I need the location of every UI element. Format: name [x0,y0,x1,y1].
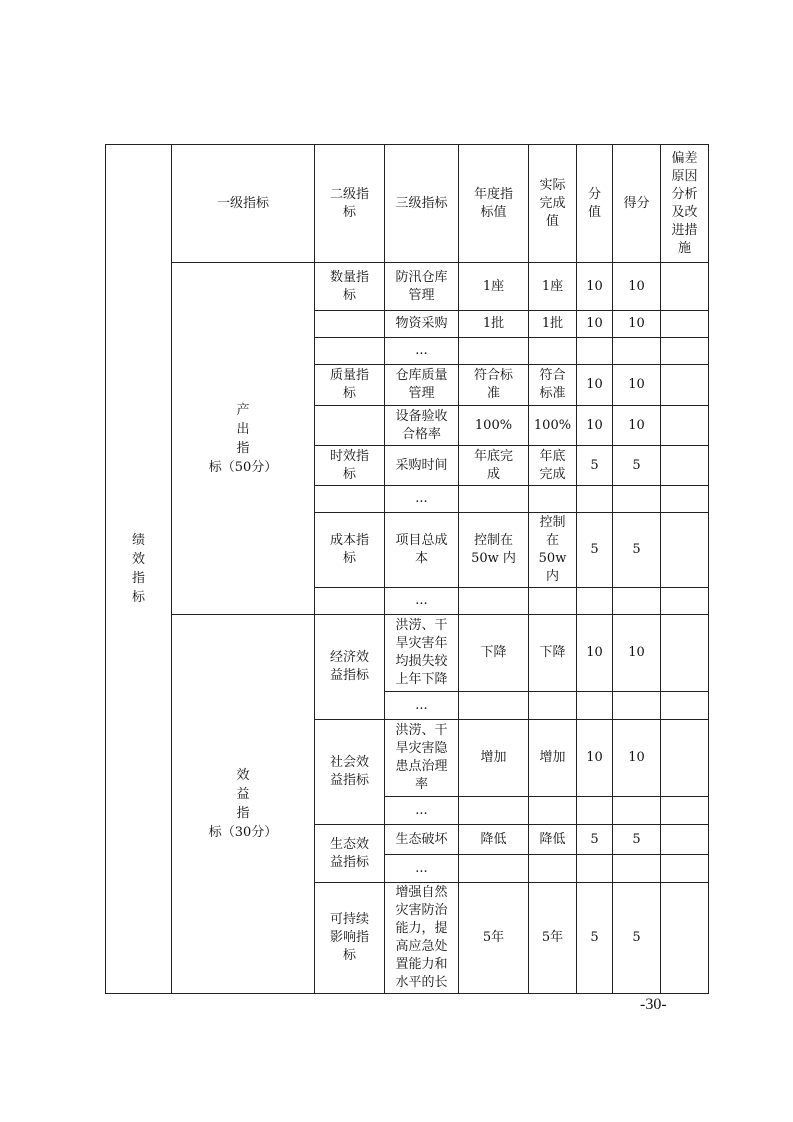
header-level3: 三级指标 [385,145,459,263]
got-score-cell: 10 [613,365,661,406]
header-deviation: 偏差 原因 分析 及改 进措 施 [661,145,709,263]
score-cell [577,588,613,615]
got-score-cell: 5 [613,825,661,855]
deviation-cell [661,406,709,446]
level3-cell: ... [385,588,459,615]
deviation-cell [661,825,709,855]
score-cell: 10 [577,720,613,797]
annual-target-cell: 100% [459,406,529,446]
level3-cell: 洪涝、干 旱灾害隐 患点治理 率 [385,720,459,797]
actual-value-cell: 降低 [529,825,577,855]
deviation-cell [661,365,709,406]
outer-label-cell: 绩 效 指 标 [106,145,172,994]
score-cell: 10 [577,365,613,406]
actual-value-cell: 5年 [529,883,577,994]
actual-value-cell [529,588,577,615]
score-cell [577,797,613,825]
score-cell: 10 [577,263,613,311]
annual-target-cell [459,797,529,825]
level2-cell: 质量指 标 [315,365,385,406]
score-cell: 5 [577,883,613,994]
performance-indicator-table [105,144,709,994]
got-score-cell [613,692,661,720]
annual-target-cell: 增加 [459,720,529,797]
deviation-cell [661,615,709,692]
page-number: -30- [640,996,667,1013]
annual-target-cell: 1批 [459,311,529,338]
header-level1: 一级指标 [172,145,315,263]
deviation-cell [661,588,709,615]
level2-cell [315,338,385,365]
deviation-cell [661,883,709,994]
actual-value-cell: 符合 标准 [529,365,577,406]
level2-cell: 成本指 标 [315,513,385,588]
actual-value-cell: 1座 [529,263,577,311]
score-cell: 5 [577,513,613,588]
level3-cell: ... [385,692,459,720]
deviation-cell [661,797,709,825]
level3-cell: 防汛仓库 管理 [385,263,459,311]
actual-value-cell [529,486,577,513]
level2-cell: 可持续 影响指 标 [315,883,385,994]
actual-value-cell [529,855,577,883]
got-score-cell: 5 [613,883,661,994]
deviation-cell [661,513,709,588]
header-got-score: 得分 [613,145,661,263]
actual-value-cell: 100% [529,406,577,446]
actual-value-cell [529,338,577,365]
actual-value-cell [529,692,577,720]
level3-cell: 增强自然 灾害防治 能力，提 高应急处 置能力和 水平的长 [385,883,459,994]
actual-value-cell [529,797,577,825]
level2-cell [315,406,385,446]
got-score-cell: 10 [613,406,661,446]
level3-cell: ... [385,486,459,513]
deviation-cell [661,338,709,365]
annual-target-cell: 降低 [459,825,529,855]
score-cell [577,692,613,720]
level2-cell: 数量指 标 [315,263,385,311]
table-body [106,145,709,994]
score-cell: 5 [577,446,613,486]
annual-target-cell [459,486,529,513]
annual-target-cell: 符合标 准 [459,365,529,406]
level2-cell [315,486,385,513]
header-score: 分 值 [577,145,613,263]
annual-target-cell [459,692,529,720]
deviation-cell [661,446,709,486]
group-benefit-indicator: 效 益 指 标（30分） [172,615,315,994]
level3-cell: 采购时间 [385,446,459,486]
annual-target-cell: 1座 [459,263,529,311]
actual-value-cell: 下降 [529,615,577,692]
level3-cell: 洪涝、干 旱灾害年 均损失较 上年下降 [385,615,459,692]
header-annual-target: 年度指 标值 [459,145,529,263]
actual-value-cell: 年底 完成 [529,446,577,486]
deviation-cell [661,855,709,883]
score-cell: 5 [577,825,613,855]
deviation-cell [661,692,709,720]
level3-cell: ... [385,338,459,365]
annual-target-cell: 下降 [459,615,529,692]
annual-target-cell [459,338,529,365]
header-level2: 二级指 标 [315,145,385,263]
level2-cell: 社会效 益指标 [315,720,385,825]
level3-cell: 项目总成 本 [385,513,459,588]
level3-cell: 设备验收 合格率 [385,406,459,446]
level3-cell: 生态破坏 [385,825,459,855]
deviation-cell [661,720,709,797]
score-cell [577,486,613,513]
got-score-cell: 10 [613,615,661,692]
level2-cell: 经济效 益指标 [315,615,385,720]
got-score-cell: 10 [613,263,661,311]
score-cell: 10 [577,406,613,446]
annual-target-cell [459,588,529,615]
level3-cell: ... [385,855,459,883]
got-score-cell [613,486,661,513]
deviation-cell [661,486,709,513]
score-cell: 10 [577,615,613,692]
got-score-cell [613,855,661,883]
got-score-cell [613,588,661,615]
table-row [106,263,709,311]
actual-value-cell: 1批 [529,311,577,338]
deviation-cell [661,263,709,311]
deviation-cell [661,311,709,338]
level2-cell: 生态效 益指标 [315,825,385,883]
got-score-cell: 10 [613,311,661,338]
got-score-cell: 5 [613,446,661,486]
group-output-indicator: 产 出 指 标（50分） [172,263,315,615]
level2-cell: 时效指 标 [315,446,385,486]
level3-cell: ... [385,797,459,825]
got-score-cell [613,338,661,365]
annual-target-cell [459,855,529,883]
level3-cell: 仓库质量 管理 [385,365,459,406]
score-cell [577,338,613,365]
annual-target-cell: 年底完 成 [459,446,529,486]
actual-value-cell: 增加 [529,720,577,797]
got-score-cell: 10 [613,720,661,797]
level2-cell [315,311,385,338]
header-actual-value: 实际 完成 值 [529,145,577,263]
level3-cell: 物资采购 [385,311,459,338]
level2-cell [315,588,385,615]
table-row [106,615,709,692]
score-cell: 10 [577,311,613,338]
annual-target-cell: 5年 [459,883,529,994]
got-score-cell: 5 [613,513,661,588]
actual-value-cell: 控制 在 50w 内 [529,513,577,588]
got-score-cell [613,797,661,825]
annual-target-cell: 控制在 50w 内 [459,513,529,588]
header-row [106,145,709,263]
score-cell [577,855,613,883]
